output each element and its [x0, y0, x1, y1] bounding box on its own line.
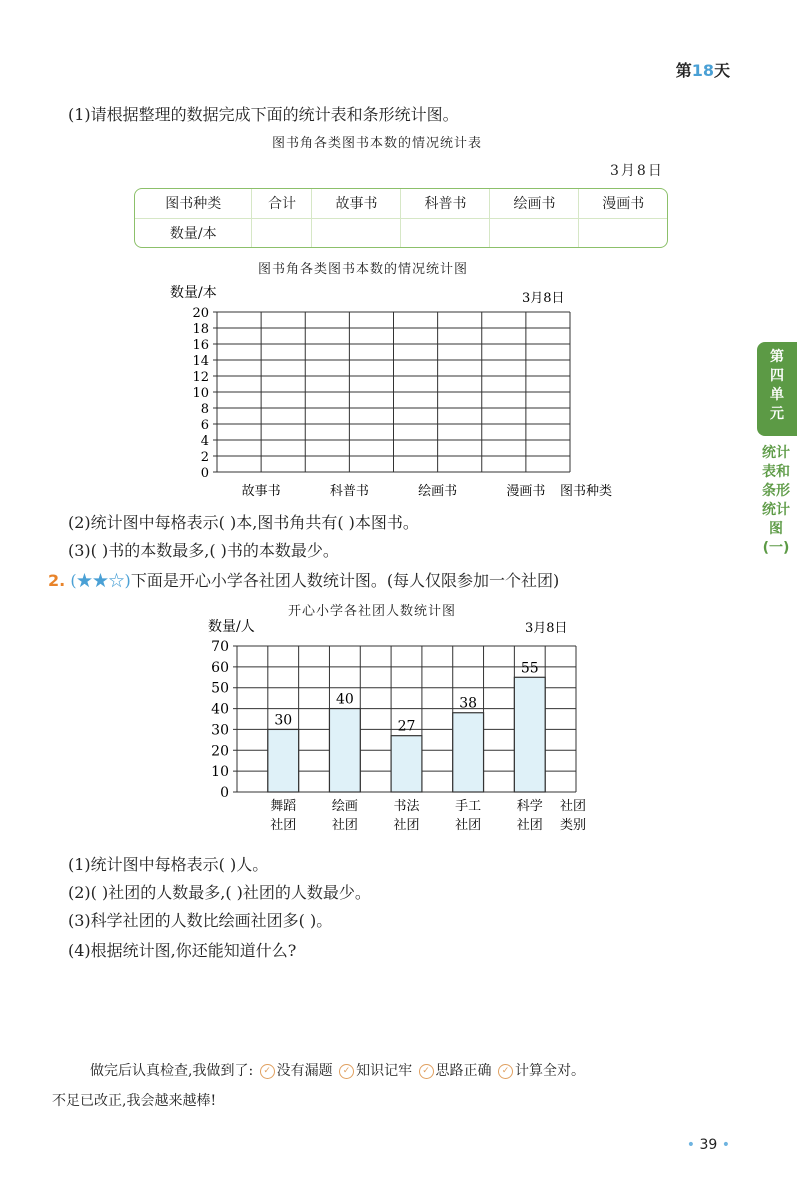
x-tick-line: 社团	[393, 818, 420, 833]
y-tick-label: 8	[200, 402, 209, 417]
x-tick-label: 漫画书	[506, 484, 546, 499]
table-cell: 故事书	[312, 189, 401, 218]
y-tick-label: 18	[192, 322, 209, 337]
x-tick-label	[455, 799, 481, 833]
q2-stars: (★★☆)	[70, 571, 131, 590]
chart2-date: 3月8日	[525, 621, 568, 636]
y-tick-label: 20	[192, 306, 209, 321]
x-tick-line: 社团	[331, 818, 358, 833]
x-tick-line: 绘画	[331, 799, 358, 814]
chart2	[200, 614, 620, 842]
table-row	[135, 189, 667, 218]
y-tick-label: 70	[211, 639, 229, 655]
answer-cell[interactable]	[490, 218, 579, 247]
check-icon[interactable]: ✓	[339, 1064, 354, 1079]
answer-cell[interactable]	[312, 218, 401, 247]
q2-number: 2.	[48, 571, 66, 590]
data-label: 30	[274, 712, 293, 729]
table-row	[135, 218, 667, 247]
data-label: 38	[459, 695, 478, 712]
chart2-title: 开心小学各社团人数统计图	[288, 604, 457, 619]
bar	[453, 713, 484, 792]
bar	[329, 709, 360, 792]
x-tick-line: 社团	[516, 818, 543, 833]
x-tick-line: 手工	[455, 799, 482, 814]
q1-sub3: (3)( )书的本数最多,( )书的本数最少。	[68, 541, 339, 560]
x-tick-label: 绘画书	[418, 484, 458, 499]
chart1-title: 图书角各类图书本数的情况统计图	[258, 262, 469, 277]
y-tick-label: 60	[211, 659, 229, 676]
x-axis-label	[560, 798, 586, 833]
q1-intro: (1)请根据整理的数据完成下面的统计表和条形统计图。	[68, 105, 459, 124]
chart1-ylabel: 数量/本	[170, 285, 217, 301]
x-tick-line: 科学	[516, 799, 543, 814]
x-tick-label: 故事书	[241, 484, 281, 499]
x-tick-label	[270, 798, 296, 833]
chart1	[160, 280, 650, 500]
day-header: 第18天	[675, 61, 730, 80]
table-cell: 图书种类	[165, 196, 222, 213]
chart1-grid	[213, 312, 570, 472]
y-tick-label: 2	[200, 450, 209, 465]
chart1-date: 3月8日	[522, 291, 565, 306]
page-number: • 39 •	[686, 1137, 730, 1153]
x-axis-label-line: 类别	[560, 818, 587, 833]
bar	[514, 677, 545, 792]
y-tick-label: 6	[200, 418, 209, 433]
chart1-xticks	[242, 483, 546, 499]
x-tick-label: 科普书	[329, 484, 369, 499]
y-tick-label: 50	[211, 680, 229, 697]
chart1-xlabel: 图书种类	[560, 484, 613, 499]
chart2-ylabel: 数量/人	[208, 619, 255, 635]
q2-sub3: (3)科学社团的人数比绘画社团多( )。	[68, 911, 333, 930]
q2-heading	[48, 568, 559, 591]
y-tick-label: 40	[211, 701, 229, 718]
y-tick-label: 0	[200, 466, 209, 481]
table-cell: 数量/本	[135, 218, 252, 247]
q2-sub4: (4)根据统计图,你还能知道什么?	[68, 941, 297, 960]
data-label: 27	[397, 718, 416, 735]
y-tick-label: 10	[192, 386, 209, 401]
check-icon[interactable]: ✓	[419, 1064, 434, 1079]
check-item: 没有漏题	[276, 1063, 333, 1079]
y-tick-label: 14	[192, 354, 209, 369]
answer-cell[interactable]	[579, 218, 667, 247]
x-tick-line: 社团	[270, 818, 297, 833]
check-item: 思路正确	[435, 1063, 492, 1079]
bar	[268, 729, 299, 792]
x-tick-label	[332, 799, 358, 833]
x-tick-line: 社团	[455, 818, 482, 833]
data-label: 55	[520, 660, 539, 677]
x-tick-label	[393, 798, 420, 833]
table-date: 3月8日	[610, 163, 664, 179]
y-tick-label: 4	[200, 434, 209, 449]
chart2-xticks	[270, 798, 586, 833]
x-tick-line: 书法	[393, 799, 420, 814]
data-label: 40	[335, 691, 354, 708]
answer-cell[interactable]	[252, 218, 312, 247]
q2-sub2: (2)( )社团的人数最多,( )社团的人数最少。	[68, 883, 371, 902]
chart2-yticks	[211, 639, 229, 801]
y-tick-label: 12	[192, 370, 209, 385]
table-cell: 漫画书	[579, 189, 667, 218]
table-title: 图书角各类图书本数的情况统计表	[272, 136, 483, 151]
unit-label: 第四单元	[770, 349, 784, 422]
chart2-bars	[268, 660, 545, 792]
q2-text: 下面是开心小学各社团人数统计图。(每人仅限参加一个社团)	[130, 571, 560, 590]
bar	[391, 736, 422, 792]
encouragement: 不足已改正,我会越来越棒!	[52, 1093, 217, 1109]
q1-sub2: (2)统计图中每格表示( )本,图书角共有( )本图书。	[68, 513, 419, 532]
table-cell: 合计	[252, 189, 312, 218]
x-tick-label	[517, 798, 543, 833]
check-icon[interactable]: ✓	[498, 1064, 513, 1079]
checklist	[90, 1060, 585, 1080]
check-item: 计算全对。	[514, 1063, 585, 1079]
table-cell: 绘画书	[490, 189, 579, 218]
check-item: 知识记牢	[356, 1063, 413, 1079]
check-icon[interactable]: ✓	[260, 1064, 275, 1079]
y-tick-label: 0	[220, 785, 229, 801]
x-tick-line: 舞蹈	[270, 799, 297, 814]
topic-label: 统计表和条形统计图(一)	[762, 445, 790, 556]
y-tick-label: 20	[211, 743, 229, 760]
answer-cell[interactable]	[401, 218, 490, 247]
unit-tab	[757, 342, 797, 436]
stats-table	[134, 188, 668, 248]
y-tick-label: 16	[192, 338, 209, 353]
chart1-yticks	[192, 306, 209, 481]
checklist-intro: 做完后认真检查,我做到了:	[90, 1063, 254, 1079]
table-cell: 科普书	[401, 189, 490, 218]
x-axis-label-line: 社团	[560, 799, 587, 814]
y-tick-label: 30	[211, 722, 229, 739]
q2-sub1: (1)统计图中每格表示( )人。	[68, 855, 269, 874]
y-tick-label: 10	[211, 764, 229, 781]
